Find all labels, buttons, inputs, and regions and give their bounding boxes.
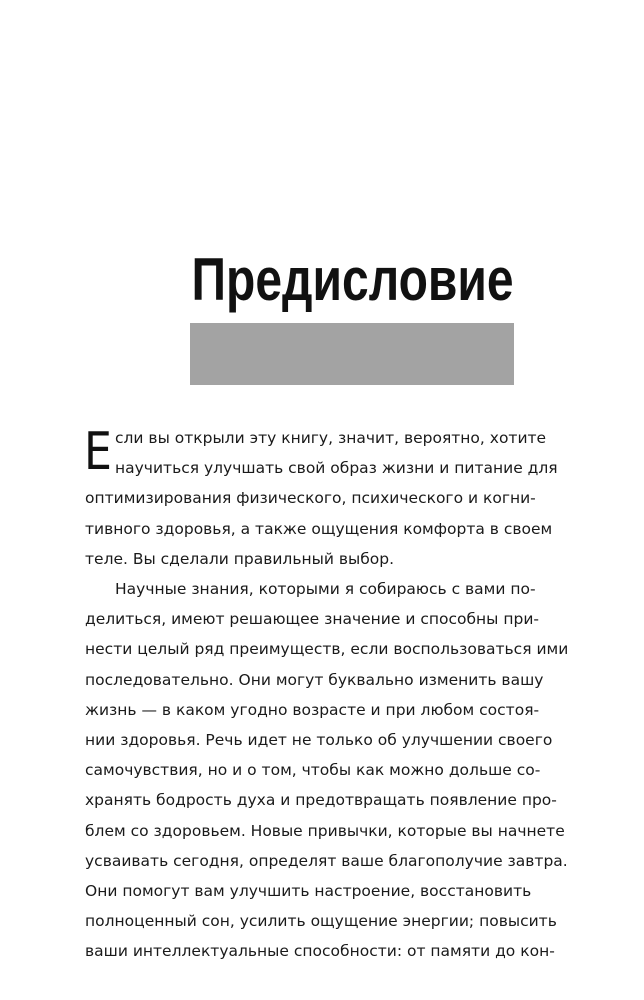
text-line: теле. Вы сделали правильный выбор. bbox=[85, 549, 395, 568]
title-decorative-bar bbox=[190, 323, 514, 385]
text-line: самочувствия, но и о том, чтобы как можно дольше со- bbox=[85, 761, 541, 780]
text-line: Научные знания, которыми я собираюсь с вами по- bbox=[115, 580, 536, 599]
text-line: научиться улучшать свой образ жизни и питание для bbox=[115, 459, 558, 478]
text-line: усваивать сегодня, определят ваше благополучие завтра. bbox=[85, 851, 568, 870]
text-line: сли вы открыли эту книгу, значит, вероятно, хотите bbox=[115, 429, 547, 447]
text-line: нести целый ряд преимуществ, если воспользоваться ими bbox=[85, 640, 569, 659]
chapter-title: Предисловие bbox=[191, 246, 514, 313]
text-line: ваши интеллектуальные способности: от памяти до кон- bbox=[85, 942, 555, 961]
text-line: последовательно. Они могут буквально изменить вашу bbox=[85, 670, 544, 689]
text-line: блем со здоровьем. Новые привычки, которые вы начнете bbox=[85, 821, 565, 840]
text-line: делиться, имеют решающее значение и способны при- bbox=[85, 610, 539, 629]
text-line: Они помогут вам улучшить настроение, восстановить bbox=[85, 882, 532, 901]
drop-cap: Е bbox=[84, 422, 112, 482]
body-text bbox=[84, 422, 569, 967]
text-line: жизнь — в каком угодно возрасте и при любом состоя- bbox=[85, 700, 540, 719]
text-line: нии здоровья. Речь идет не только об улучшении своего bbox=[85, 731, 553, 750]
text-line: тивного здоровья, а также ощущения комфорта в своем bbox=[85, 519, 553, 538]
text-line: хранять бодрость духа и предотвращать появление про- bbox=[85, 791, 557, 810]
text-line: полноценный сон, усилить ощущение энергии; повысить bbox=[85, 912, 557, 931]
text-line: оптимизирования физического, психического и когни- bbox=[85, 489, 536, 508]
